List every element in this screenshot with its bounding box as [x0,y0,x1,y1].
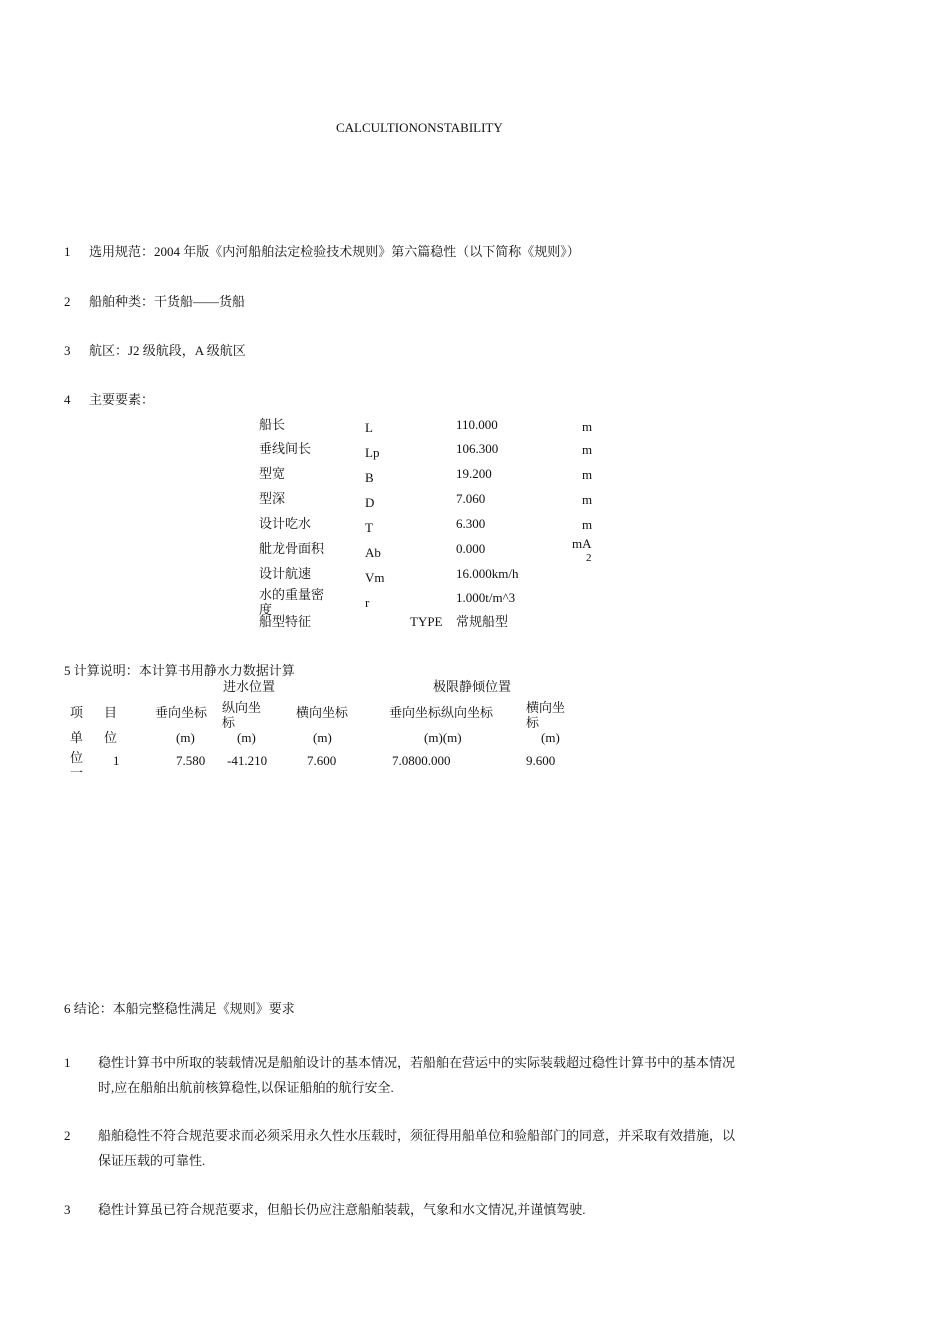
element-value: 1.000t/m^3 [456,590,516,605]
calc-heading: 5 计算说明：本计算书用静水力数据计算 [64,663,295,678]
unit-vertical-longitudinal: (m)(m) [424,730,462,745]
element-value: 常规船型 [456,614,509,629]
element-name: 水的重量密度 [259,587,325,617]
element-value: 0.000 [456,541,486,556]
note-line: 保证压载的可靠性. [98,1153,206,1168]
element-symbol: Vm [365,570,385,585]
element-value: 16.000km/h [456,566,519,581]
group-header-limit-heel: 极限静倾位置 [433,679,512,694]
value-transverse-2: 9.600 [526,753,556,768]
row-number: 1 [113,753,120,768]
element-unit: mA [572,536,592,551]
element-name: 船长 [259,417,286,432]
section-4-number: 4 [64,392,71,407]
page-title: CALCULTIONONSTABILITY [336,120,503,135]
pos-label: 位 [104,730,118,745]
note-line: 船舶稳性不符合规范要求而必须采用永久性水压载时，须征得用船单位和验船部门的同意，并采取有效措施，以 [98,1128,736,1143]
header-item: 项 [70,705,84,720]
element-value: 19.200 [456,466,492,481]
note-line: 时,应在船舶出航前核算稳性,以保证船舶的航行安全. [98,1080,394,1095]
element-value: 106.300 [456,441,499,456]
element-value: 7.060 [456,491,486,506]
header-target: 目 [104,705,118,720]
header-transverse: 横向坐标 [296,705,349,720]
unit-transverse-2: (m) [541,730,560,745]
note-number: 3 [64,1202,71,1217]
note-number: 2 [64,1128,71,1143]
unit-vertical: (m) [176,730,195,745]
section-3-number: 3 [64,343,71,358]
header-vertical-longitudinal: 垂向坐标纵向坐标 [389,705,494,720]
element-symbol: r [365,595,370,610]
unit-label: 单 [70,730,84,745]
element-symbol: L [365,420,373,435]
element-unit-superscript: 2 [586,552,592,564]
element-symbol: B [365,470,374,485]
value-vertical-longitudinal: 7.0800.000 [392,753,451,768]
note-line: 稳性计算书中所取的装载情况是船舶设计的基本情况，若船舶在营运中的实际装载超过稳性计算书中的基本情况 [98,1055,736,1070]
element-name: 设计航速 [259,566,312,581]
section-4-text: 主要要素： [89,392,155,407]
header-longitudinal: 纵向坐标 [222,700,262,730]
group-header-flooding-point: 进水位置 [223,679,276,694]
header-vertical: 垂向坐标 [155,705,208,720]
element-value: 6.300 [456,516,486,531]
section-1-number: 1 [64,244,71,259]
element-name: 垂线间长 [259,441,312,456]
element-symbol: Lp [365,445,380,460]
unit-longitudinal: (m) [237,730,256,745]
section-2-number: 2 [64,294,71,309]
header-transverse-2: 横向坐标 [526,700,566,730]
row-label: 位一 [70,750,84,780]
value-transverse: 7.600 [307,753,337,768]
element-unit: m [582,419,593,434]
element-name: 船型特征 [259,614,312,629]
element-name: 型宽 [259,466,286,481]
element-symbol: T [365,520,373,535]
element-name: 型深 [259,491,286,506]
value-longitudinal: -41.210 [227,753,268,768]
element-value: 110.000 [456,417,498,432]
section-3-text: 航区：J2 级航段，A 级航区 [89,343,246,358]
section-1-text: 选用规范：2004 年版《内河船舶法定检验技术规则》第六篇稳性（以下简称《规则》） [89,244,580,259]
value-vertical: 7.580 [176,753,206,768]
unit-transverse: (m) [313,730,332,745]
element-name: 舭龙骨面积 [259,541,325,556]
element-name: 设计吃水 [259,516,312,531]
element-unit: m [582,517,593,532]
conclusion: 6 结论：本船完整稳性满足《规则》要求 [64,1001,295,1016]
element-unit: m [582,492,593,507]
note-line: 稳性计算虽已符合规范要求，但船长仍应注意船舶装载，气象和水文情况,并谨慎驾驶. [98,1202,586,1217]
note-number: 1 [64,1055,71,1070]
element-unit: m [582,467,593,482]
element-symbol: TYPE [410,614,443,629]
section-2-text: 船舶种类：干货船——货船 [89,294,246,309]
element-symbol: Ab [365,545,381,560]
element-unit: m [582,442,593,457]
element-symbol: D [365,495,375,510]
